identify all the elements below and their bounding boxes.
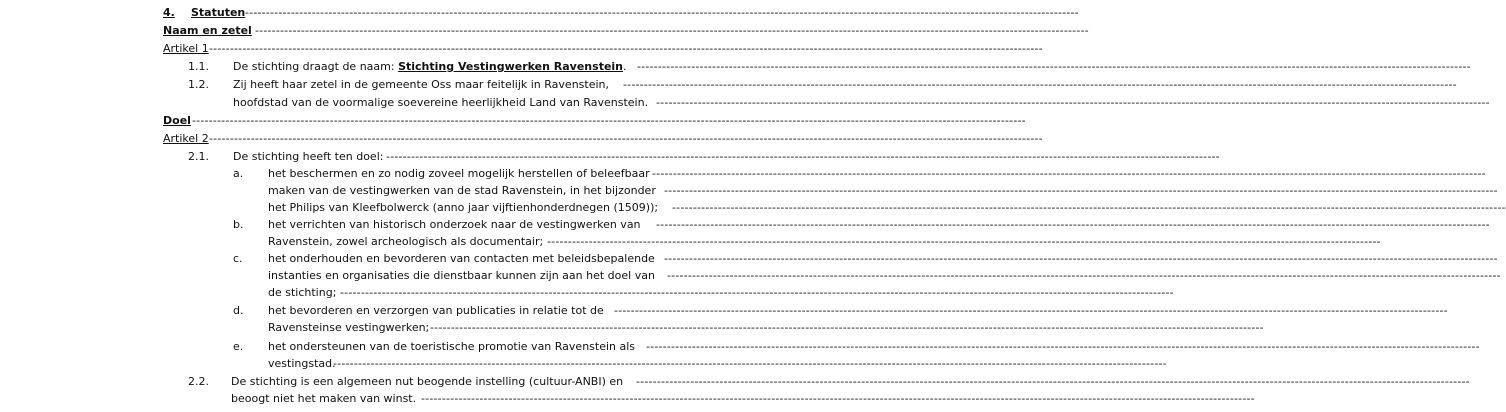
item-text: het onderhouden en bevorderen van contacten met beleidsbepalende <box>268 252 655 265</box>
item-letter: d. <box>233 304 244 317</box>
dash-fill: -------------------------------------------------------------------------------------------------------------------------------------------------------------------------------------------------------- <box>430 321 1264 334</box>
dash-fill: -------------------------------------------------------------------------------------------------------------------------------------------------------------------------------------------------------- <box>646 340 1480 353</box>
clause-number: 2.1. <box>188 150 209 163</box>
dash-fill: -------------------------------------------------------------------------------------------------------------------------------------------------------------------------------------------------------- <box>386 150 1220 163</box>
artikel1-line <box>0 41 1043 56</box>
article-1-2-line1 <box>0 77 1457 92</box>
dash-fill: -------------------------------------------------------------------------------------------------------------------------------------------------------------------------------------------------------- <box>656 218 1490 231</box>
clause-text-before: De stichting draagt de naam: <box>233 60 399 73</box>
dash-fill: -------------------------------------------------------------------------------------------------------------------------------------------------------------------------------------------------------- <box>340 286 1174 299</box>
heading-naam-line <box>0 23 1089 38</box>
clause-number: 1.2. <box>188 78 209 91</box>
clause-text: Zij heeft haar zetel in de gemeente Oss maar feitelijk in Ravenstein, <box>233 78 610 91</box>
dash-fill: -------------------------------------------------------------------------------------------------------------------------------------------------------------------------------------------------------- <box>623 78 1457 91</box>
section-title-line <box>0 5 1079 20</box>
section-title: Statuten <box>191 6 246 19</box>
dash-fill: -------------------------------------------------------------------------------------------------------------------------------------------------------------------------------------------------------- <box>614 304 1448 317</box>
heading-doel-line <box>0 113 1026 128</box>
article-2-1-line <box>0 149 1220 164</box>
item-a-line2 <box>0 183 1498 198</box>
dash-fill: -------------------------------------------------------------------------------------------------------------------------------------------------------------------------------------------------------- <box>547 235 1381 248</box>
item-letter: b. <box>233 218 244 231</box>
clause-number: 1.1. <box>188 60 209 73</box>
item-text: het verrichten van historisch onderzoek naar de vestingwerken van <box>268 218 641 231</box>
dash-fill: -------------------------------------------------------------------------------------------------------------------------------------------------------------------------------------------------------- <box>209 42 1043 55</box>
item-letter: e. <box>233 340 244 353</box>
dash-fill: -------------------------------------------------------------------------------------------------------------------------------------------------------------------------------------------------------- <box>421 392 1255 405</box>
item-c-line1 <box>0 251 1498 266</box>
item-e-line1 <box>0 339 1480 354</box>
item-letter: a. <box>233 167 244 180</box>
artikel-2-heading: Artikel 2 <box>163 132 209 145</box>
item-a-line3 <box>0 200 1506 215</box>
artikel-1-heading: Artikel 1 <box>163 42 209 55</box>
item-d-line1 <box>0 303 1448 318</box>
dash-fill: -------------------------------------------------------------------------------------------------------------------------------------------------------------------------------------------------------- <box>255 24 1089 37</box>
item-text: het beschermen en zo nodig zoveel mogelijk herstellen of beleefbaar <box>268 167 650 180</box>
item-text: het Philips van Kleefbolwerck (anno jaar vijftienhonderdnegen (1509)); <box>268 201 659 214</box>
dash-fill: -------------------------------------------------------------------------------------------------------------------------------------------------------------------------------------------------------- <box>636 375 1470 388</box>
artikel2-line <box>0 131 1043 146</box>
dash-fill: -------------------------------------------------------------------------------------------------------------------------------------------------------------------------------------------------------- <box>664 252 1498 265</box>
item-text: maken van de vestingwerken van de stad Ravenstein, in het bijzonder <box>268 184 656 197</box>
dash-fill: -------------------------------------------------------------------------------------------------------------------------------------------------------------------------------------------------------- <box>192 114 1026 127</box>
article-2-2-line1 <box>0 374 1470 389</box>
item-text: het ondersteunen van de toeristische promotie van Ravenstein als <box>268 340 636 353</box>
item-text: vestingstad. <box>268 357 336 370</box>
dash-fill: -------------------------------------------------------------------------------------------------------------------------------------------------------------------------------------------------------- <box>245 6 1079 19</box>
dash-fill: -------------------------------------------------------------------------------------------------------------------------------------------------------------------------------------------------------- <box>664 184 1498 197</box>
item-c-line3 <box>0 285 1174 300</box>
item-text: instanties en organisaties die dienstbaar kunnen zijn aan het doel van <box>268 269 655 282</box>
item-text: de stichting; <box>268 286 337 299</box>
item-text: Ravenstein, zowel archeologisch als documentair; <box>268 235 544 248</box>
dash-fill: -------------------------------------------------------------------------------------------------------------------------------------------------------------------------------------------------------- <box>209 132 1043 145</box>
dash-fill: -------------------------------------------------------------------------------------------------------------------------------------------------------------------------------------------------------- <box>667 269 1501 282</box>
section-number: 4. <box>163 6 175 19</box>
dash-fill: -------------------------------------------------------------------------------------------------------------------------------------------------------------------------------------------------------- <box>656 96 1490 109</box>
dash-fill: -------------------------------------------------------------------------------------------------------------------------------------------------------------------------------------------------------- <box>333 357 1167 370</box>
item-d-line2 <box>0 320 1264 335</box>
article-2-2-line2 <box>0 391 1255 406</box>
clause-text: De stichting heeft ten doel: <box>233 150 384 163</box>
clause-text: beoogt niet het maken van winst. <box>231 392 417 405</box>
dash-fill: -------------------------------------------------------------------------------------------------------------------------------------------------------------------------------------------------------- <box>637 60 1471 73</box>
item-c-line2 <box>0 268 1501 283</box>
foundation-name: Stichting Vestingwerken Ravenstein <box>398 60 624 73</box>
item-letter: c. <box>233 252 243 265</box>
item-text: Ravensteinse vestingwerken; <box>268 321 430 334</box>
article-1-1-line <box>0 59 1471 74</box>
clause-text: hoofdstad van de voormalige soevereine heerlijkheid Land van Ravenstein. <box>233 96 649 109</box>
clause-text: De stichting is een algemeen nut beogende instelling (cultuur-ANBI) en <box>231 375 624 388</box>
item-text: het bevorderen en verzorgen van publicaties in relatie tot de <box>268 304 604 317</box>
dash-fill: -------------------------------------------------------------------------------------------------------------------------------------------------------------------------------------------------------- <box>672 201 1506 214</box>
heading-doel: Doel <box>163 114 191 127</box>
dash-fill: -------------------------------------------------------------------------------------------------------------------------------------------------------------------------------------------------------- <box>652 167 1486 180</box>
item-b-line2 <box>0 234 1381 249</box>
item-e-line2 <box>0 356 1167 371</box>
item-b-line1 <box>0 217 1490 232</box>
clause-text-after: . <box>623 60 627 73</box>
item-a-line1 <box>0 166 1486 181</box>
clause-text <box>233 59 627 74</box>
clause-number: 2.2. <box>188 375 209 388</box>
article-1-2-line2 <box>0 95 1490 110</box>
heading-naam-en-zetel: Naam en zetel <box>163 24 252 37</box>
